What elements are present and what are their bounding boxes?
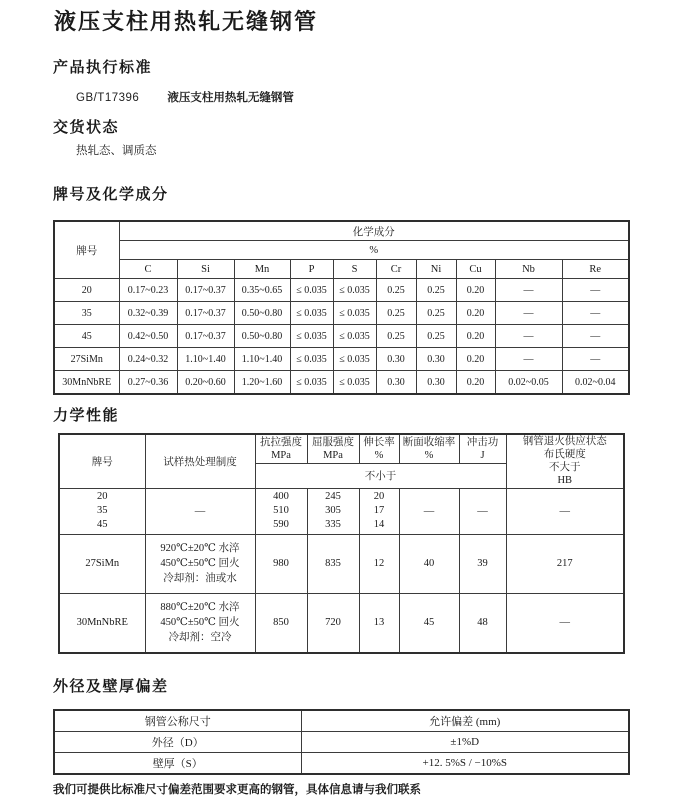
cell-line: 920℃±20℃ 水淬: [160, 543, 240, 554]
chem-value-cell: 0.17~0.37: [177, 279, 234, 302]
chem-value-cell: 0.20: [456, 325, 495, 348]
chem-value-cell: ≤ 0.035: [333, 371, 376, 395]
delivery-condition-value: 热轧态、调质态: [76, 145, 157, 157]
mech-tensile-cell: [255, 593, 307, 653]
dev-tolerance-cell: ±1%D: [301, 731, 629, 752]
table-row: [54, 260, 629, 279]
chem-element-header: S: [333, 260, 376, 279]
mech-elongation-cell: [359, 593, 399, 653]
chem-grade-cell: 35: [54, 302, 119, 325]
chem-value-cell: —: [495, 279, 562, 302]
chem-element-header: Mn: [234, 260, 290, 279]
mech-elongation-cell: [359, 488, 399, 534]
chem-value-cell: 0.30: [376, 348, 416, 371]
standard-name: 液压支柱用热轧无缝钢管: [167, 92, 294, 104]
chem-value-cell: ≤ 0.035: [290, 325, 333, 348]
mech-grade-cell: [59, 593, 145, 653]
chem-element-header: C: [119, 260, 177, 279]
cell-line: 冷却剂：空冷: [168, 632, 232, 643]
mech-heat-treatment-header: 试样热处理制度: [145, 434, 255, 488]
cell-line: 880℃±20℃ 水淬: [160, 602, 240, 613]
chem-value-cell: 0.35~0.65: [234, 279, 290, 302]
cell-line: 720: [325, 616, 341, 628]
mech-heat-cell: [145, 534, 255, 593]
cell-line: 590: [273, 519, 289, 530]
table-row: [54, 710, 629, 732]
mech-tensile-cell: [255, 488, 307, 534]
heading-chemical-composition: 牌号及化学成分: [53, 187, 169, 203]
mech-min-label: 不小于: [255, 463, 506, 488]
chem-value-cell: 0.24~0.32: [119, 348, 177, 371]
mech-reduction-header: [399, 434, 459, 463]
chem-value-cell: —: [562, 279, 629, 302]
table-row: [54, 221, 629, 241]
footer-note: 我们可提供比标准尺寸偏差范围要求更高的钢管，具体信息请与我们联系: [53, 783, 421, 796]
chem-value-cell: 0.27~0.36: [119, 371, 177, 395]
dev-tolerance-header: 允许偏差 (mm): [301, 710, 629, 732]
cell-line: —: [194, 505, 206, 517]
chem-value-cell: 0.30: [376, 371, 416, 395]
mech-tensile-cell: [255, 534, 307, 593]
cell-line: 305: [325, 505, 341, 516]
chem-value-cell: —: [562, 325, 629, 348]
chem-value-cell: 1.10~1.40: [177, 348, 234, 371]
chem-value-cell: 0.25: [416, 279, 456, 302]
chem-value-cell: ≤ 0.035: [290, 348, 333, 371]
heading-delivery-condition: 交货状态: [53, 120, 120, 136]
chem-value-cell: 0.25: [416, 325, 456, 348]
mech-hardness-cell: —: [506, 593, 624, 653]
header-line: MPa: [323, 449, 343, 461]
chem-value-cell: 0.50~0.80: [234, 302, 290, 325]
table-row: [54, 752, 629, 774]
chem-element-header: Cu: [456, 260, 495, 279]
cell-line: 45: [97, 519, 108, 530]
table-row: [54, 325, 629, 348]
mech-grade-cell: [59, 488, 145, 534]
chem-value-cell: —: [495, 348, 562, 371]
mech-impact-cell: —: [459, 488, 506, 534]
chem-unit-header: %: [119, 241, 629, 260]
header-line: 伸长率: [363, 436, 395, 448]
table-row: [59, 434, 624, 463]
mech-hardness-header: [506, 434, 624, 488]
cell-line: 400: [273, 491, 289, 502]
mech-reduction-cell: 40: [399, 534, 459, 593]
table-row: [54, 348, 629, 371]
cell-line: 20: [97, 491, 108, 502]
standard-line: [76, 91, 681, 105]
table-row: [59, 534, 624, 593]
standard-code: GB/T17396: [76, 92, 140, 104]
table-row: [54, 279, 629, 302]
chem-value-cell: 0.20: [456, 279, 495, 302]
heading-mechanical-properties: 力学性能: [53, 408, 120, 424]
header-line: HB: [557, 475, 573, 487]
chem-value-cell: 0.25: [376, 279, 416, 302]
header-line: 布氏硬度: [543, 449, 586, 461]
header-line: 不大于: [549, 462, 581, 474]
chem-value-cell: 0.20: [456, 348, 495, 371]
chem-value-cell: 0.02~0.04: [562, 371, 629, 395]
chem-value-cell: ≤ 0.035: [290, 279, 333, 302]
cell-line: 835: [325, 557, 341, 569]
cell-line: 12: [373, 557, 385, 569]
header-line: 断面收缩率: [402, 436, 456, 448]
chem-value-cell: —: [562, 302, 629, 325]
chem-value-cell: 0.17~0.23: [119, 279, 177, 302]
chem-value-cell: 0.42~0.50: [119, 325, 177, 348]
chem-value-cell: 0.20: [456, 371, 495, 395]
table-row: [54, 302, 629, 325]
cell-line: 14: [373, 519, 385, 530]
heading-dimension-deviation: 外径及壁厚偏差: [53, 678, 169, 695]
table-row: [54, 241, 629, 260]
chem-value-cell: ≤ 0.035: [290, 371, 333, 395]
mechanical-properties-table: [58, 433, 625, 654]
dev-size-header: 钢管公称尺寸: [54, 710, 301, 732]
chem-value-cell: 0.30: [416, 371, 456, 395]
dev-size-cell: 壁厚（S）: [54, 752, 301, 774]
mech-yield-header: [307, 434, 359, 463]
chem-value-cell: 0.25: [416, 302, 456, 325]
header-line: 冲击功: [466, 436, 499, 448]
chem-element-header: Ni: [416, 260, 456, 279]
mech-reduction-cell: 45: [399, 593, 459, 653]
chem-grade-header: 牌号: [54, 221, 119, 279]
chem-element-header: P: [290, 260, 333, 279]
mech-yield-cell: [307, 488, 359, 534]
mech-hardness-cell: 217: [506, 534, 624, 593]
chem-value-cell: —: [495, 325, 562, 348]
heading-product-standard: 产品执行标准: [53, 60, 153, 76]
cell-line: 17: [373, 505, 385, 516]
cell-line: 27SiMn: [85, 557, 120, 569]
cell-line: 450℃±50℃ 回火: [160, 558, 240, 569]
mech-impact-cell: 39: [459, 534, 506, 593]
mech-elongation-header: [359, 434, 399, 463]
header-line: J: [480, 449, 485, 461]
dimension-deviation-table: [53, 709, 630, 775]
mech-heat-cell: [145, 593, 255, 653]
chem-value-cell: 0.17~0.37: [177, 302, 234, 325]
cell-line: 335: [325, 519, 341, 530]
header-line: %: [424, 449, 434, 461]
cell-line: 850: [273, 616, 289, 628]
chem-value-cell: ≤ 0.035: [333, 325, 376, 348]
chem-element-header: Si: [177, 260, 234, 279]
header-line: 钢管退火供应状态: [522, 436, 607, 448]
chem-value-cell: ≤ 0.035: [333, 348, 376, 371]
mech-yield-cell: [307, 534, 359, 593]
chem-value-cell: 0.32~0.39: [119, 302, 177, 325]
header-line: %: [374, 449, 384, 461]
mech-heat-cell: [145, 488, 255, 534]
chem-element-header: Re: [562, 260, 629, 279]
header-line: 抗拉强度: [260, 436, 302, 448]
chem-element-header: Cr: [376, 260, 416, 279]
cell-line: 980: [273, 557, 289, 569]
chem-grade-cell: 30MnNbRE: [54, 371, 119, 395]
cell-line: 30MnNbRE: [76, 616, 128, 628]
table-row: [59, 488, 624, 534]
chem-value-cell: 0.25: [376, 302, 416, 325]
chem-value-cell: 0.20~0.60: [177, 371, 234, 395]
cell-line: 20: [373, 491, 385, 502]
chem-group-header: 化学成分: [119, 221, 629, 241]
chem-value-cell: 0.17~0.37: [177, 325, 234, 348]
chem-element-header: Nb: [495, 260, 562, 279]
chem-value-cell: 1.10~1.40: [234, 348, 290, 371]
chem-value-cell: 0.30: [416, 348, 456, 371]
chem-value-cell: ≤ 0.035: [333, 302, 376, 325]
chem-grade-cell: 27SiMn: [54, 348, 119, 371]
mech-tensile-header: [255, 434, 307, 463]
mech-grade-cell: [59, 534, 145, 593]
mech-reduction-cell: —: [399, 488, 459, 534]
header-line: MPa: [271, 449, 291, 461]
cell-line: 450℃±50℃ 回火: [160, 617, 240, 628]
cell-line: 35: [97, 505, 108, 516]
chem-value-cell: 0.50~0.80: [234, 325, 290, 348]
page-title: 液压支柱用热轧无缝钢管: [54, 9, 319, 34]
chem-value-cell: 1.20~1.60: [234, 371, 290, 395]
chem-value-cell: ≤ 0.035: [290, 302, 333, 325]
cell-line: 13: [373, 616, 385, 628]
chem-value-cell: 0.20: [456, 302, 495, 325]
table-row: [59, 593, 624, 653]
table-row: [54, 731, 629, 752]
cell-line: 冷却剂：油或水: [163, 573, 237, 584]
chem-value-cell: 0.25: [376, 325, 416, 348]
header-line: 屈服强度: [312, 436, 354, 448]
chem-value-cell: ≤ 0.035: [333, 279, 376, 302]
chem-value-cell: —: [495, 302, 562, 325]
chem-value-cell: 0.02~0.05: [495, 371, 562, 395]
dev-tolerance-cell: +12. 5%S / −10%S: [301, 752, 629, 774]
chemical-composition-table: [53, 220, 630, 395]
cell-line: 245: [325, 491, 341, 502]
mech-impact-header: [459, 434, 506, 463]
mech-elongation-cell: [359, 534, 399, 593]
chem-grade-cell: 45: [54, 325, 119, 348]
chem-grade-cell: 20: [54, 279, 119, 302]
mech-yield-cell: [307, 593, 359, 653]
table-row: [54, 371, 629, 395]
cell-line: 510: [273, 505, 289, 516]
mech-impact-cell: 48: [459, 593, 506, 653]
mech-hardness-cell: —: [506, 488, 624, 534]
chem-value-cell: —: [562, 348, 629, 371]
mech-grade-header: 牌号: [59, 434, 145, 488]
dev-size-cell: 外径（D）: [54, 731, 301, 752]
